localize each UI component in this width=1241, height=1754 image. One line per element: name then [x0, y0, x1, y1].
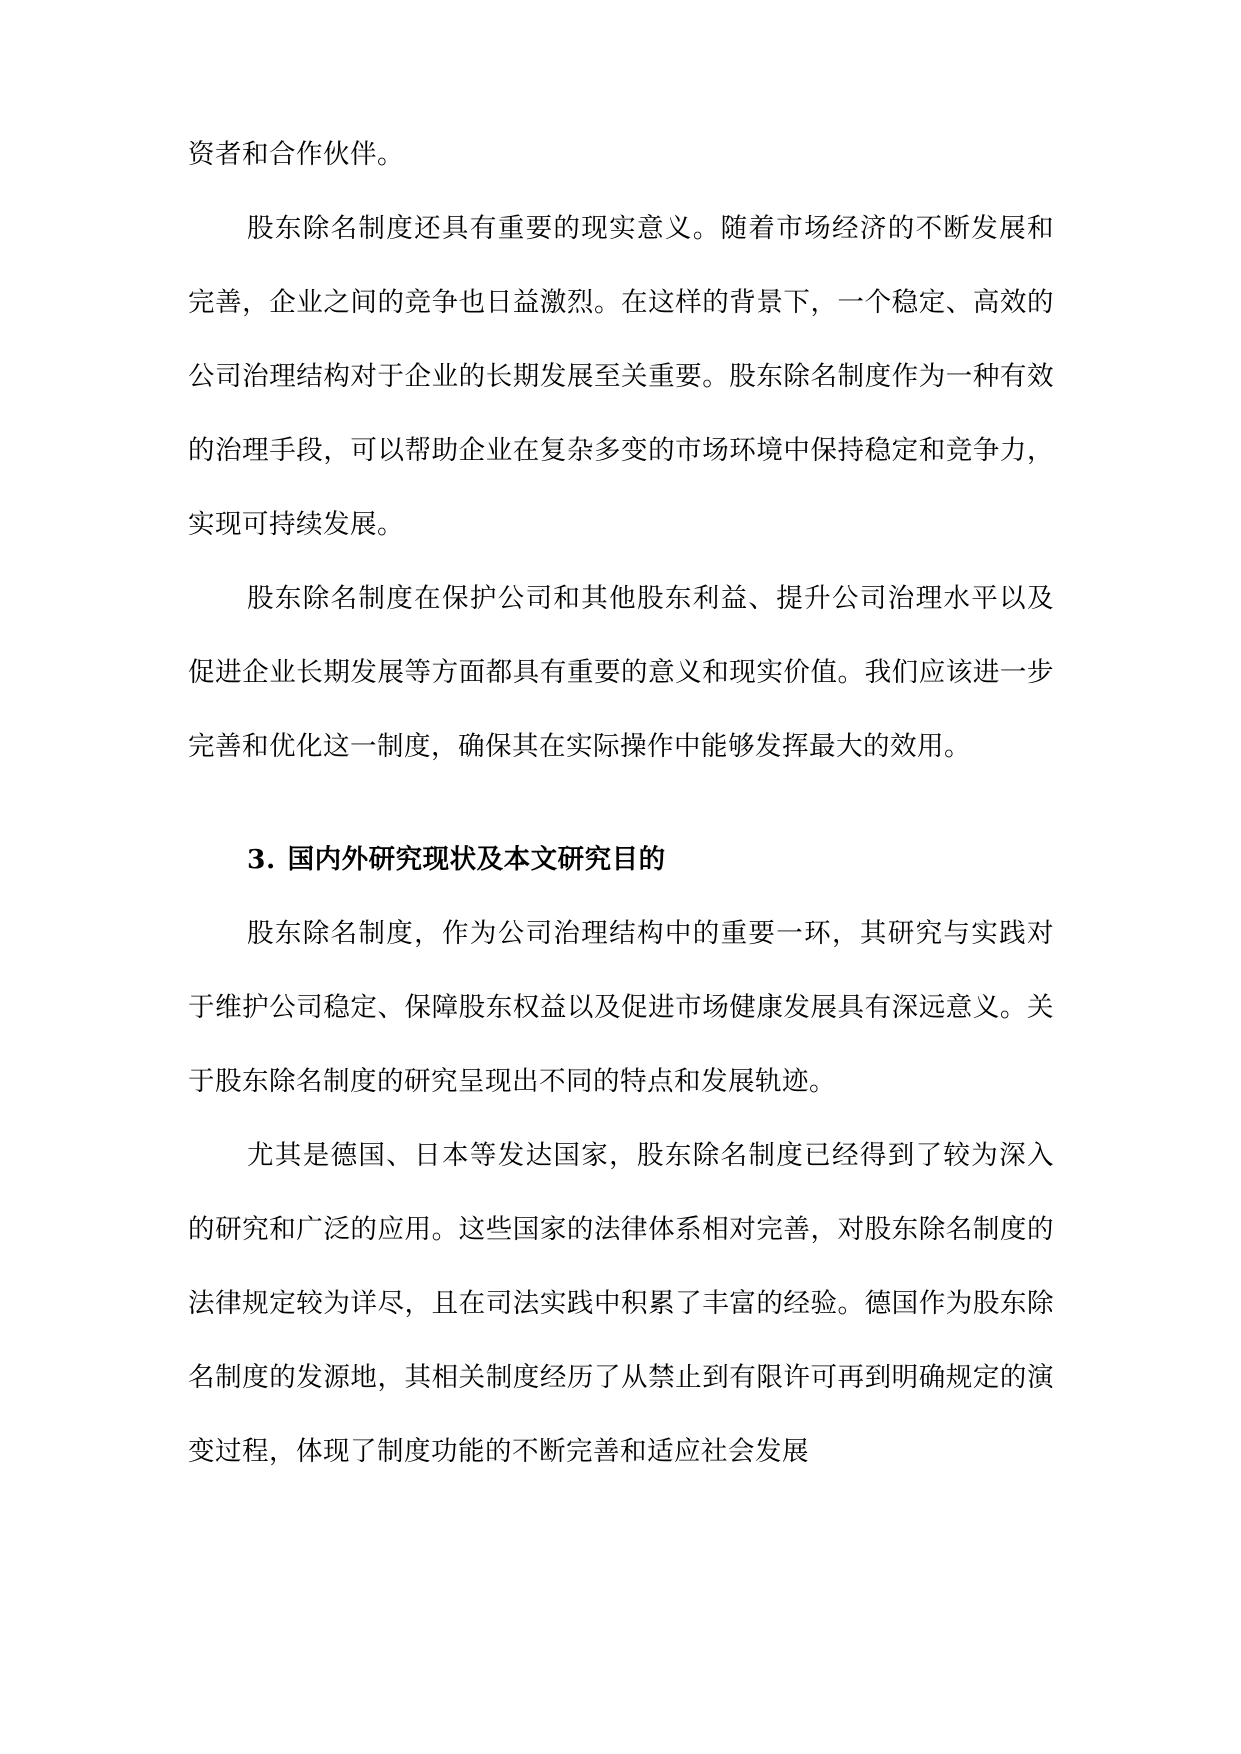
section-title: 国内外研究现状及本文研究目的 — [287, 844, 666, 875]
paragraph-summary-value: 股东除名制度在保护公司和其他股东利益、提升公司治理水平以及促进企业长期发展等方面都具有重要的意义和现实价值。我们应该进一步完善和优化这一制度，确保其在实际操作中能够发挥最大的效用。 — [188, 583, 1054, 762]
section-number: 3. — [247, 844, 276, 875]
paragraph-foreign-research: 尤其是德国、日本等发达国家，股东除名制度已经得到了较为深入的研究和广泛的应用。这些国家的法律体系相对完善，对股东除名制度的法律规定较为详尽，且在司法实践中积累了丰富的经验。德国作为股东除名制度的发源地，其相关制度经历了从禁止到有限许可再到明确规定的演变过程，体现了制度功能的不断完善和适应社会发展 — [188, 1140, 1054, 1467]
paragraph-continuation: 资者和合作伙伴。 — [188, 139, 404, 170]
paragraph-research-overview: 股东除名制度，作为公司治理结构中的重要一环，其研究与实践对于维护公司稳定、保障股东权益以及促进市场健康发展具有深远意义。关于股东除名制度的研究呈现出不同的特点和发展轨迹。 — [188, 918, 1054, 1097]
intro-text-block — [188, 118, 1054, 784]
section-heading — [247, 823, 666, 897]
section-text-block — [188, 897, 1054, 1489]
paragraph-practical-significance: 股东除名制度还具有重要的现实意义。随着市场经济的不断发展和完善，企业之间的竞争也日益激烈。在这样的背景下，一个稳定、高效的公司治理结构对于企业的长期发展至关重要。股东除名制度作为一种有效的治理手段，可以帮助企业在复杂多变的市场环境中保持稳定和竞争力，实现可持续发展。 — [188, 213, 1054, 540]
